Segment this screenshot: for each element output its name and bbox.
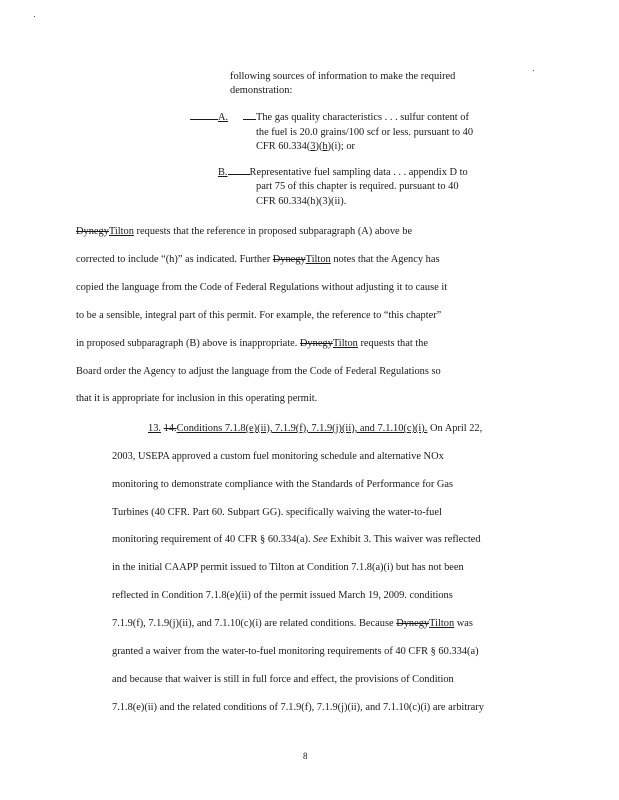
conditions-title: Conditions 7.1.8(e)(ii), 7.1.9(f), 7.1.9(j)(ii), and 7.1.10(c)(i). — [176, 423, 428, 434]
struck-text: Dynegy — [272, 254, 306, 265]
struck-text: 14. — [163, 423, 177, 434]
blank-line — [190, 119, 218, 120]
body-line: granted a waiver from the water-to-fuel monitoring requirements of 40 CFR § 60.334(a) — [112, 646, 479, 657]
body-line: to be a sensible, integral part of this permit. For example, the reference to “this chapter” — [76, 310, 442, 321]
inserted-text: Tilton — [108, 226, 134, 237]
inserted-text: Tilton — [305, 254, 331, 265]
item-marker: B. — [218, 167, 228, 178]
body-line: in the initial CAAPP permit issued to Tilton at Condition 7.1.8(a)(i) but has not been — [112, 562, 464, 573]
item-b-line: part 75 of this chapter is required. pursuant to 40 — [256, 181, 459, 192]
body-line: 7.1.8(e)(ii) and the related conditions of 7.1.9(f), 7.1.9(j)(ii), and 7.1.10(c)(i) are arbitrary — [112, 702, 484, 713]
scan-speck — [533, 70, 534, 71]
inserted-text: Tilton — [429, 618, 455, 629]
item-a-line: The gas quality characteristics . . . sulfur content of — [256, 112, 469, 123]
quote-intro-line: demonstration: — [230, 85, 293, 96]
item-b-line: CFR 60.334(h)(3)(ii). — [256, 196, 347, 207]
body-line: Turbines (40 CFR. Part 60. Subpart GG). specifically waiving the water-to-fuel — [112, 507, 442, 518]
body-line: reflected in Condition 7.1.8(e)(ii) of the permit issued March 19, 2009. conditions — [112, 590, 453, 601]
inserted-text: Tilton — [332, 338, 358, 349]
body-line: 7.1.9(f), 7.1.9(j)(ii), and 7.1.10(c)(i) are related conditions. Because DynegyTilton was — [112, 618, 473, 629]
body-line: that it is appropriate for inclusion in this operating permit. — [76, 393, 318, 404]
struck-text: Dynegy — [396, 618, 430, 629]
body-line: monitoring requirement of 40 CFR § 60.334(a). See Exhibit 3. This waiver was reflected — [112, 534, 481, 545]
body-line: copied the language from the Code of Federal Regulations without adjusting it to cause it — [76, 282, 448, 293]
scan-speck — [34, 16, 35, 17]
body-line: DynegyTilton requests that the reference in proposed subparagraph (A) above be — [76, 226, 413, 237]
body-line: monitoring to demonstrate compliance with the Standards of Performance for Gas — [112, 479, 454, 490]
page-number: 8 — [303, 751, 308, 761]
paragraph-heading-line: 13. 14.Conditions 7.1.8(e)(ii), 7.1.9(f), 7.1.9(j)(ii), and 7.1.10(c)(i). On April 22, — [148, 423, 483, 434]
body-line: 2003, USEPA approved a custom fuel monitoring schedule and alternative NOx — [112, 451, 444, 462]
quote-intro-line: following sources of information to make the required — [230, 71, 456, 82]
body-line: corrected to include “(h)” as indicated. Further DynegyTilton notes that the Agency has — [76, 254, 440, 265]
blank-line — [228, 174, 250, 175]
blank-line — [243, 119, 256, 120]
body-line: and because that waiver is still in full force and effect, the provisions of Condition — [112, 674, 454, 685]
item-marker: A. — [218, 112, 229, 123]
paragraph-number: 13. — [148, 423, 161, 434]
item-b-line: Representative fuel sampling data . . . appendix D to — [249, 167, 468, 178]
item-a-line: the fuel is 20.0 grains/100 scf or less. pursuant to 40 — [256, 127, 474, 138]
see-signal: See — [313, 534, 328, 545]
body-line: in proposed subparagraph (B) above is inappropriate. DynegyTilton requests that the — [76, 338, 428, 349]
item-a-citation: CFR 60.334(3)(h)(i); or — [256, 141, 356, 152]
struck-text: Dynegy — [76, 226, 109, 237]
struck-text: Dynegy — [299, 338, 333, 349]
body-line: Board order the Agency to adjust the language from the Code of Federal Regulations so — [76, 366, 441, 377]
